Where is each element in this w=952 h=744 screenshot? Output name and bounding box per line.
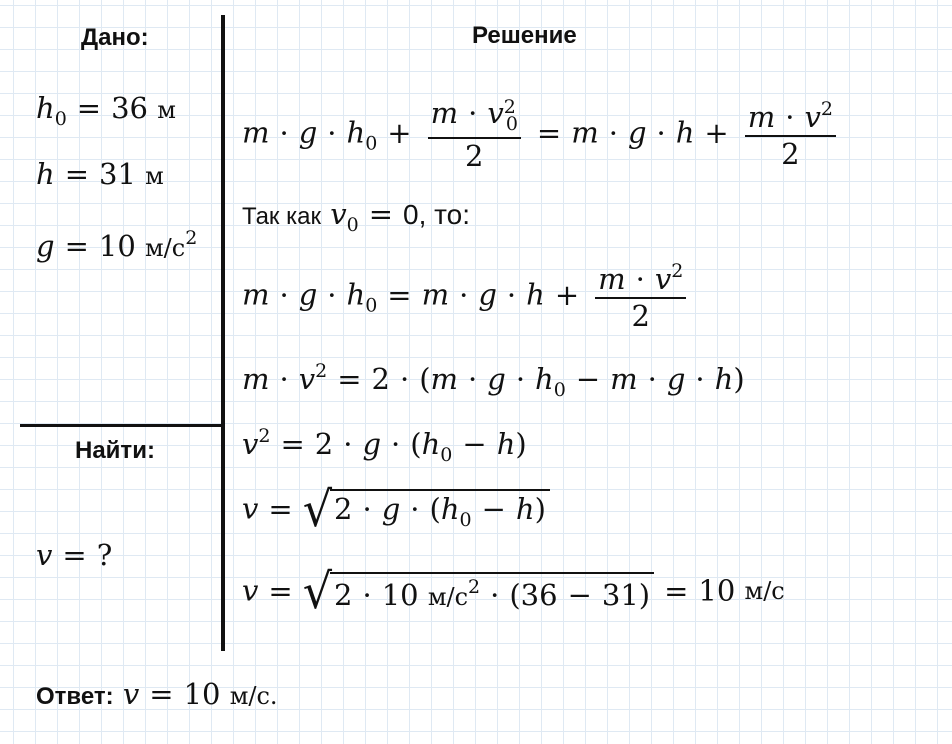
var-h: h xyxy=(36,157,55,191)
equals: = xyxy=(280,427,305,461)
radicand xyxy=(330,572,654,610)
dot: · xyxy=(506,277,517,312)
var-g: g xyxy=(478,277,497,312)
dot: · xyxy=(362,491,372,526)
value: 36 xyxy=(111,91,148,125)
dot: · xyxy=(362,578,372,612)
var-h: h xyxy=(535,362,554,396)
square-root xyxy=(302,562,654,620)
unknown: ? xyxy=(96,538,113,572)
denominator: 2 xyxy=(631,299,650,333)
dot: · xyxy=(695,362,705,396)
result-value: 10 xyxy=(698,573,736,608)
exponent: 2 xyxy=(671,260,684,282)
answer xyxy=(36,677,278,711)
dot: · xyxy=(279,277,289,312)
equals: = xyxy=(149,677,174,711)
value-g: 10 xyxy=(381,578,419,612)
vertical-divider xyxy=(221,15,225,651)
var-h: h xyxy=(346,277,366,312)
var-m: m xyxy=(242,115,270,150)
fraction xyxy=(595,262,686,331)
var-h: h xyxy=(440,491,460,526)
equation-energy xyxy=(242,98,842,171)
var-g: g xyxy=(487,362,506,396)
value-h: 31 xyxy=(601,578,639,612)
dot: · xyxy=(327,115,337,150)
find-heading: Найти: xyxy=(75,437,155,464)
lparen: ( xyxy=(410,427,422,461)
equals: = xyxy=(62,538,87,572)
lparen: ( xyxy=(419,362,431,396)
sub-zero: 0 xyxy=(346,214,359,236)
var-h: h xyxy=(36,91,55,125)
equals: = xyxy=(268,491,293,526)
rparen: ) xyxy=(638,578,651,612)
fraction xyxy=(428,98,521,171)
dot: · xyxy=(490,578,500,612)
var-g: g xyxy=(36,229,55,263)
equation-v2 xyxy=(242,427,527,465)
exponent: 2 xyxy=(258,425,271,447)
radicand xyxy=(330,489,550,530)
sub-zero: 0 xyxy=(505,113,518,135)
var-v: v xyxy=(487,96,504,130)
var-h: h xyxy=(675,115,695,150)
result-unit: м/с xyxy=(744,577,785,605)
dot: · xyxy=(635,262,645,296)
sub-zero: 0 xyxy=(54,108,67,130)
given-h xyxy=(36,157,164,191)
equation-v-numeric xyxy=(242,562,785,620)
since-value: 0, то: xyxy=(403,199,470,230)
var-m: m xyxy=(242,362,270,396)
var-v: v xyxy=(242,573,259,608)
var-h: h xyxy=(515,491,535,526)
plus: + xyxy=(704,115,729,150)
equals: = xyxy=(536,115,562,150)
equals: = xyxy=(664,573,689,608)
unit: м/с xyxy=(145,234,186,262)
given-g xyxy=(36,229,197,261)
minus: − xyxy=(575,362,601,396)
value: 31 xyxy=(99,157,136,191)
find-v xyxy=(36,538,113,572)
var-v: v xyxy=(330,197,347,231)
dot: · xyxy=(647,362,657,396)
equals: = xyxy=(337,362,362,396)
denominator: 2 xyxy=(781,137,800,171)
var-g: g xyxy=(298,277,318,312)
dot: · xyxy=(343,427,353,461)
var-g: g xyxy=(666,362,686,396)
var-v: v xyxy=(36,538,53,572)
dot: · xyxy=(459,277,469,312)
square-root xyxy=(302,480,550,538)
minus: − xyxy=(567,578,592,612)
dot: · xyxy=(391,427,401,461)
given-heading: Дано: xyxy=(81,24,149,51)
dot: · xyxy=(327,277,337,312)
dot: · xyxy=(656,115,666,150)
condition-line xyxy=(242,197,470,236)
equals: = xyxy=(76,91,102,125)
var-m: m xyxy=(598,262,626,296)
given-h0 xyxy=(36,91,176,130)
exponent: 2 xyxy=(820,98,833,120)
dot: · xyxy=(785,100,795,134)
var-h: h xyxy=(526,277,545,312)
two: 2 xyxy=(371,362,390,396)
sub-zero: 0 xyxy=(365,294,378,317)
unit: м/с xyxy=(427,583,469,611)
var-m: m xyxy=(242,277,270,312)
lparen: ( xyxy=(509,578,521,612)
two: 2 xyxy=(314,427,334,461)
exponent: 2 xyxy=(315,360,328,382)
var-v: v xyxy=(122,677,140,711)
sub-zero: 0 xyxy=(553,379,566,401)
var-v: v xyxy=(298,362,316,396)
dot: · xyxy=(399,362,410,396)
rparen: ) xyxy=(733,362,745,396)
answer-label: Ответ: xyxy=(36,683,114,710)
var-m: m xyxy=(430,96,459,130)
radical-sign: √ xyxy=(302,562,333,620)
sub-zero: 0 xyxy=(459,508,472,531)
value-h0: 36 xyxy=(520,578,558,612)
equals: = xyxy=(368,197,393,231)
plus: + xyxy=(554,277,580,312)
answer-unit: м/с. xyxy=(229,682,278,710)
minus: − xyxy=(481,491,506,526)
dot: · xyxy=(279,115,289,150)
var-v: v xyxy=(804,100,821,134)
var-v: v xyxy=(654,262,672,296)
two: 2 xyxy=(334,578,353,612)
fraction xyxy=(745,100,836,169)
since-text: Так как xyxy=(242,203,321,230)
unit-exponent: 2 xyxy=(468,576,481,598)
radical-sign: √ xyxy=(302,480,333,538)
var-m: m xyxy=(430,362,459,396)
rparen: ) xyxy=(515,427,527,461)
dot: · xyxy=(410,491,420,526)
dot: · xyxy=(468,362,478,396)
denominator: 2 xyxy=(465,139,484,173)
rparen: ) xyxy=(534,491,546,526)
var-h: h xyxy=(346,115,366,150)
equals: = xyxy=(387,277,412,312)
var-m: m xyxy=(421,277,450,312)
equals: = xyxy=(268,573,293,608)
sub-zero: 0 xyxy=(440,444,453,466)
var-m: m xyxy=(610,362,638,396)
sub-zero: 0 xyxy=(365,132,378,155)
var-h: h xyxy=(496,427,516,461)
two: 2 xyxy=(334,491,353,526)
solution-heading: Решение xyxy=(472,22,577,49)
var-g: g xyxy=(362,427,382,461)
unit-exponent: 2 xyxy=(185,227,198,249)
dot: · xyxy=(608,115,618,150)
dot: · xyxy=(468,96,478,130)
unit: м xyxy=(145,162,164,190)
var-h: h xyxy=(421,427,441,461)
plus: + xyxy=(387,115,412,150)
minus: − xyxy=(462,427,487,461)
var-v: v xyxy=(242,427,259,461)
var-v: v xyxy=(242,491,259,526)
exponent: 2 xyxy=(503,96,516,118)
equation-simplified xyxy=(242,262,692,331)
unit: м xyxy=(157,96,176,124)
equals: = xyxy=(64,157,89,191)
var-g: g xyxy=(298,115,318,150)
var-h: h xyxy=(714,362,734,396)
horizontal-divider xyxy=(20,424,223,427)
lparen: ( xyxy=(429,491,441,526)
equals: = xyxy=(64,229,89,263)
answer-value: 10 xyxy=(183,677,221,711)
value: 10 xyxy=(98,229,136,263)
dot: · xyxy=(279,362,289,396)
equation-mv2 xyxy=(242,362,745,400)
var-m: m xyxy=(747,100,776,134)
var-g: g xyxy=(381,491,401,526)
equation-v-formula xyxy=(242,480,550,538)
dot: · xyxy=(515,362,526,396)
var-g: g xyxy=(627,115,647,150)
var-m: m xyxy=(571,115,599,150)
